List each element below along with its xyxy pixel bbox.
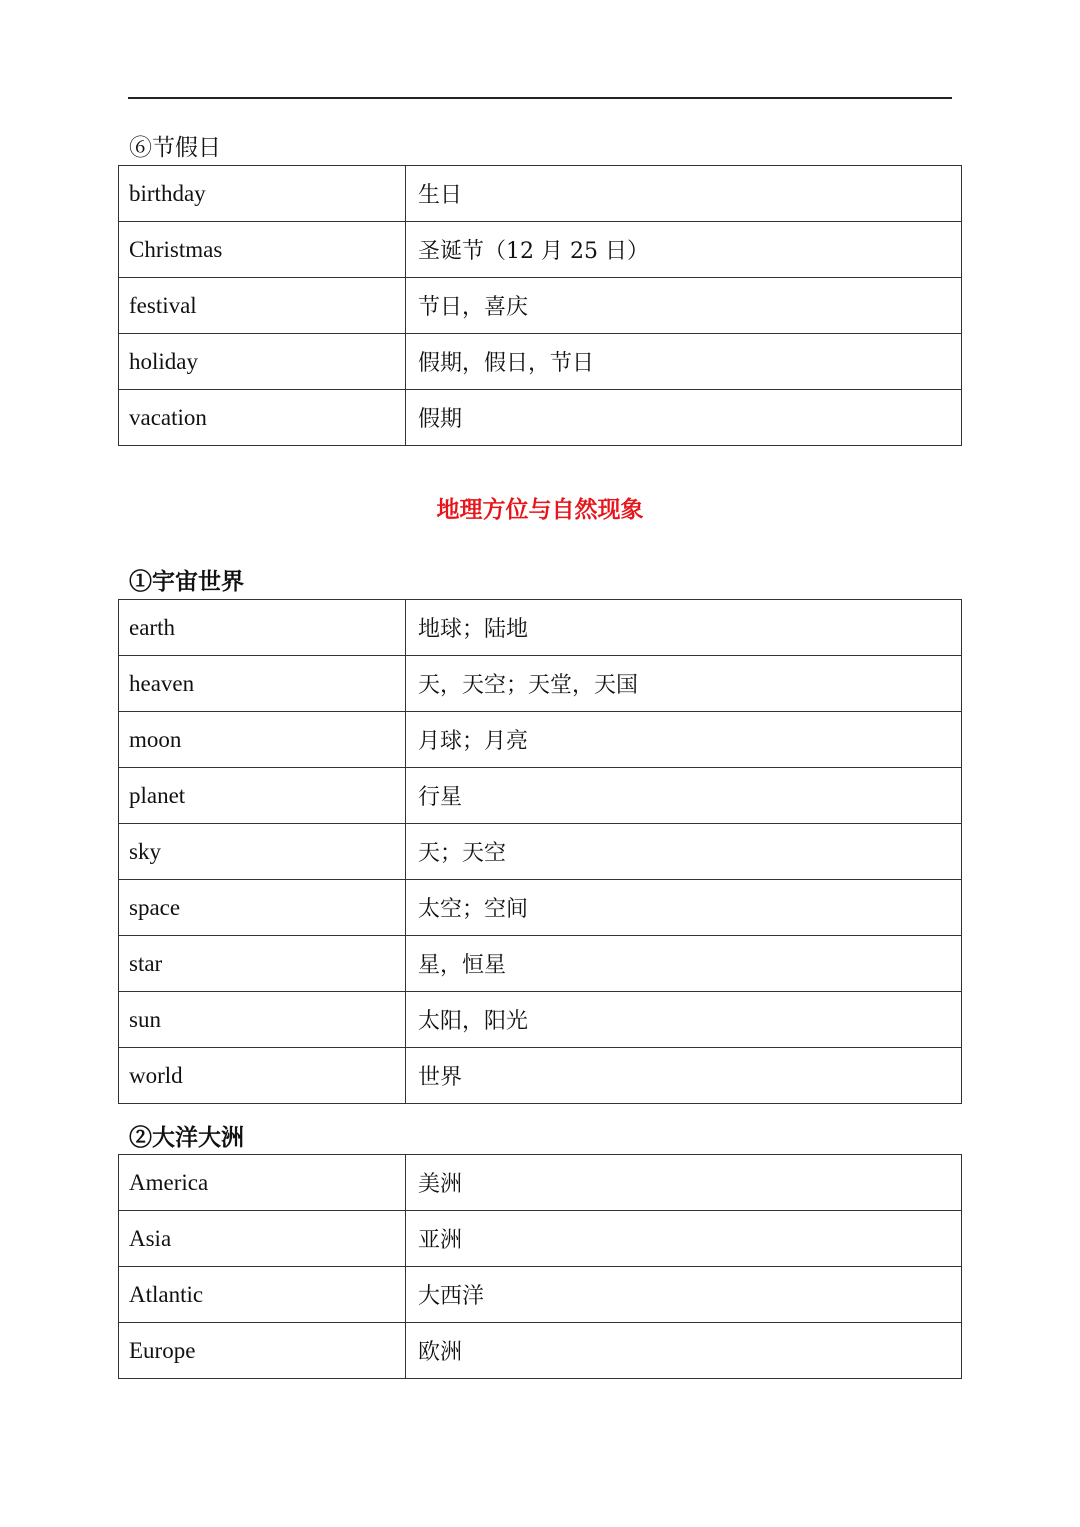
meaning-cell: 节日，喜庆: [406, 278, 962, 334]
word-cell: sky: [119, 824, 406, 880]
universe-table: [118, 599, 962, 1104]
meaning-cell: 假期，假日，节日: [406, 334, 962, 390]
table-row: [119, 600, 962, 656]
meaning-cell: 天；天空: [406, 824, 962, 880]
table-row: [119, 1267, 962, 1323]
word-cell: birthday: [119, 166, 406, 222]
table-row: [119, 334, 962, 390]
continents-table: [118, 1154, 962, 1379]
table-row: [119, 656, 962, 712]
meaning-cell: 假期: [406, 390, 962, 446]
table-row: [119, 222, 962, 278]
meaning-cell: 大西洋: [406, 1267, 962, 1323]
meaning-cell: 美洲: [406, 1155, 962, 1211]
table-row: [119, 992, 962, 1048]
word-cell: planet: [119, 768, 406, 824]
table-row: [119, 768, 962, 824]
word-cell: world: [119, 1048, 406, 1104]
meaning-cell: 地球；陆地: [406, 600, 962, 656]
table-row: [119, 166, 962, 222]
table-row: [119, 1155, 962, 1211]
table-row: [119, 1048, 962, 1104]
meaning-cell: 太空；空间: [406, 880, 962, 936]
word-cell: Atlantic: [119, 1267, 406, 1323]
word-cell: sun: [119, 992, 406, 1048]
table-row: [119, 936, 962, 992]
word-cell: vacation: [119, 390, 406, 446]
table-row: [119, 1211, 962, 1267]
word-cell: Asia: [119, 1211, 406, 1267]
meaning-cell: 生日: [406, 166, 962, 222]
meaning-cell: 星，恒星: [406, 936, 962, 992]
word-cell: earth: [119, 600, 406, 656]
meaning-cell: 亚洲: [406, 1211, 962, 1267]
table-row: [119, 880, 962, 936]
meaning-cell: 月球；月亮: [406, 712, 962, 768]
word-cell: heaven: [119, 656, 406, 712]
word-cell: Christmas: [119, 222, 406, 278]
continents-heading: ②大洋大洲: [129, 1124, 244, 1151]
meaning-cell: 天，天空；天堂，天国: [406, 656, 962, 712]
word-cell: holiday: [119, 334, 406, 390]
word-cell: America: [119, 1155, 406, 1211]
word-cell: festival: [119, 278, 406, 334]
word-cell: moon: [119, 712, 406, 768]
universe-heading: ①宇宙世界: [129, 568, 244, 595]
word-cell: Europe: [119, 1323, 406, 1379]
header-rule: [128, 97, 952, 99]
table-row: [119, 824, 962, 880]
table-row: [119, 278, 962, 334]
meaning-cell: 行星: [406, 768, 962, 824]
holidays-heading: ⑥节假日: [129, 135, 221, 161]
meaning-cell: 太阳，阳光: [406, 992, 962, 1048]
holidays-table: [118, 165, 962, 446]
meaning-cell: 世界: [406, 1048, 962, 1104]
meaning-cell: 圣诞节（12 月 25 日）: [406, 222, 962, 278]
word-cell: star: [119, 936, 406, 992]
meaning-cell: 欧洲: [406, 1323, 962, 1379]
section-title: 地理方位与自然现象: [436, 497, 644, 523]
table-row: [119, 390, 962, 446]
table-row: [119, 712, 962, 768]
word-cell: space: [119, 880, 406, 936]
table-row: [119, 1323, 962, 1379]
